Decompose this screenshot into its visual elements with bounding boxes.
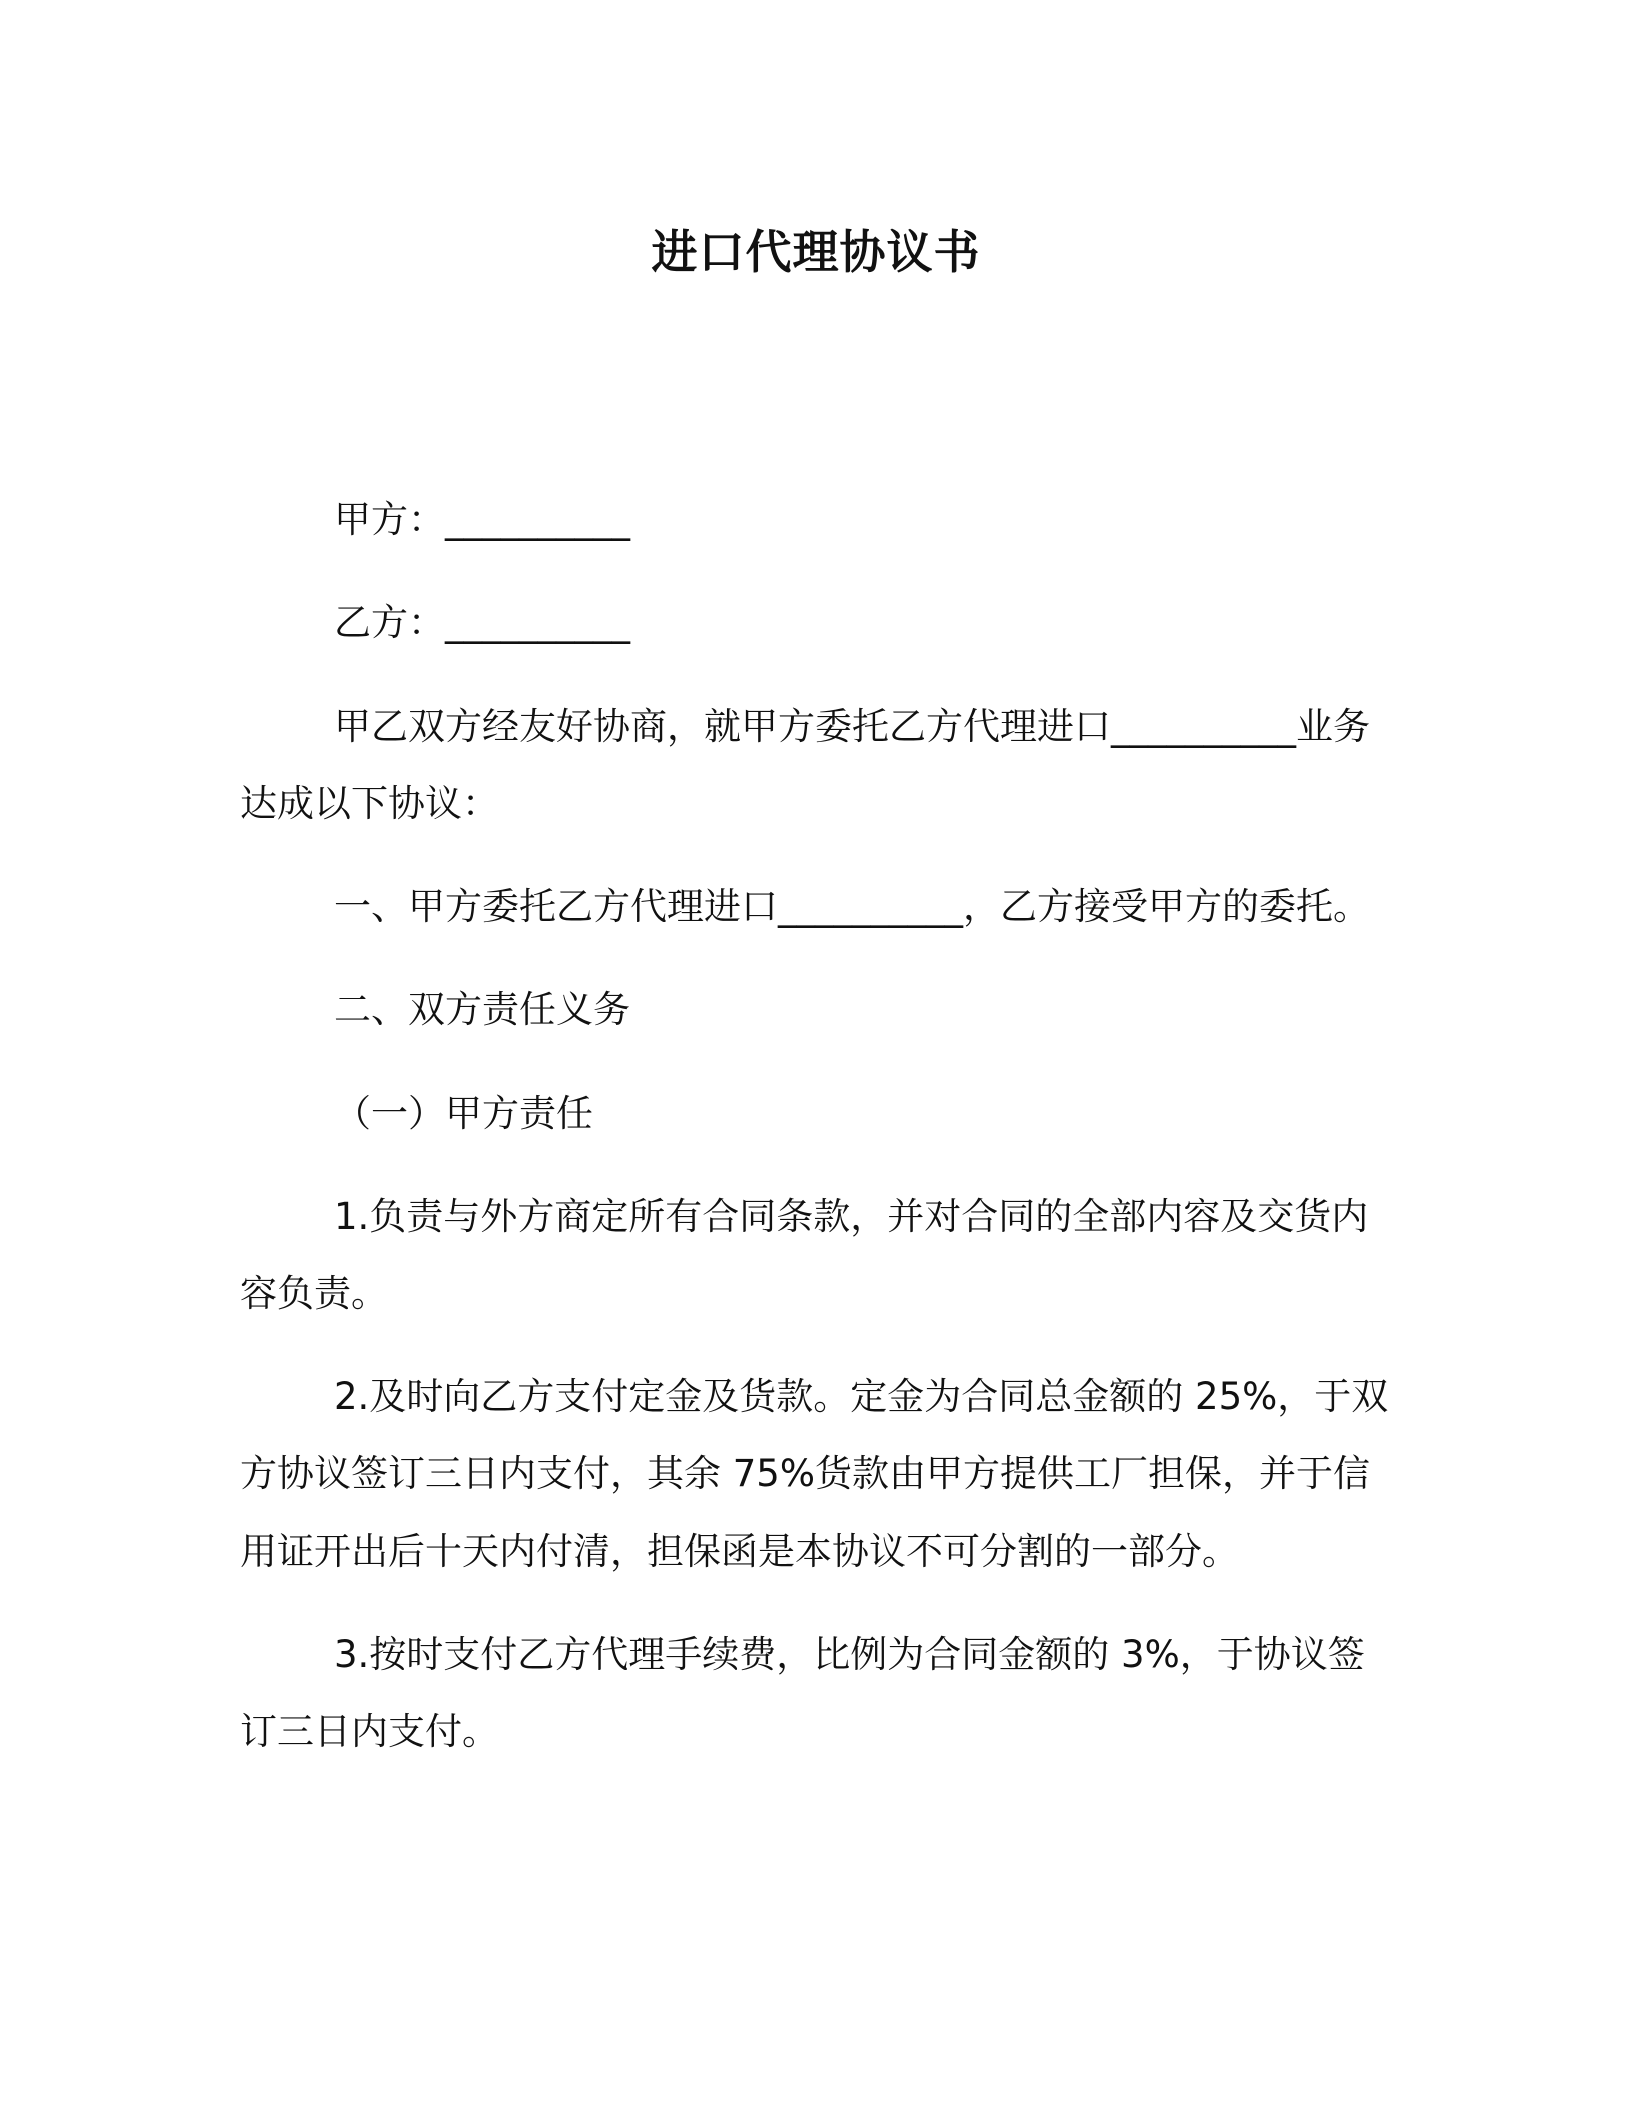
section-a-heading: （一）甲方责任	[334, 1092, 593, 1135]
party-a-line: 甲方：__________	[334, 498, 630, 541]
item-2-line-2: 方协议签订三日内支付，其余 75%货款由甲方提供工厂担保，并于信	[240, 1452, 1370, 1495]
item-2-line-3: 用证开出后十天内付清，担保函是本协议不可分割的一部分。	[240, 1530, 1239, 1573]
clause-2-heading: 二、双方责任义务	[334, 988, 630, 1031]
party-b-line: 乙方：__________	[334, 601, 630, 644]
item-1-line-2: 容负责。	[240, 1272, 388, 1315]
item-1-line-1: 1.负责与外方商定所有合同条款，并对合同的全部内容及交货内	[334, 1195, 1369, 1238]
clause-1: 一、甲方委托乙方代理进口__________，乙方接受甲方的委托。	[334, 885, 1370, 928]
item-3-line-1: 3.按时支付乙方代理手续费，比例为合同金额的 3%，于协议签	[334, 1633, 1365, 1676]
item-2-line-1: 2.及时向乙方支付定金及货款。定金为合同总金额的 25%，于双	[334, 1375, 1389, 1418]
intro-line-1: 甲乙双方经友好协商，就甲方委托乙方代理进口__________业务	[334, 705, 1370, 748]
item-3-line-2: 订三日内支付。	[240, 1710, 499, 1753]
intro-line-2: 达成以下协议：	[240, 782, 499, 825]
document-title: 进口代理协议书	[651, 225, 981, 279]
